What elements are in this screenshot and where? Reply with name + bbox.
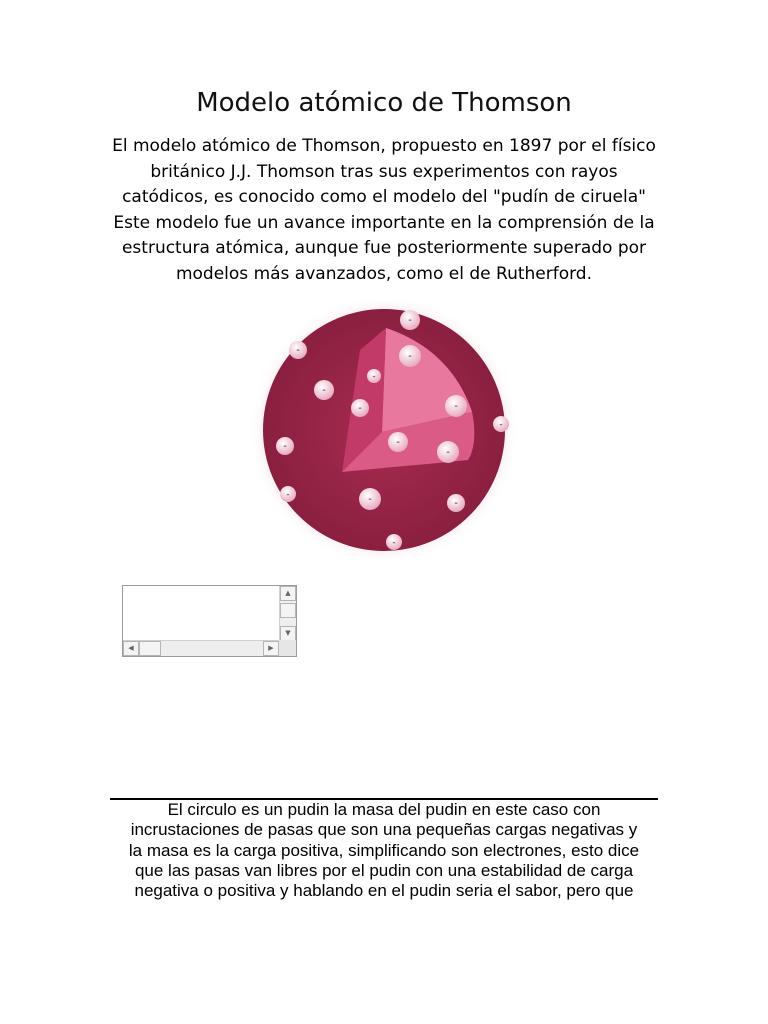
scroll-down-icon[interactable]: ▼ bbox=[280, 626, 296, 641]
svg-text:-: - bbox=[454, 498, 458, 509]
page-title: Modelo atómico de Thomson bbox=[196, 88, 572, 118]
horizontal-scrollbar[interactable] bbox=[123, 640, 280, 656]
electron bbox=[276, 437, 294, 455]
intro-line: Este modelo fue un avance importante en la comprensión de la bbox=[113, 212, 655, 233]
svg-text:-: - bbox=[368, 494, 372, 505]
electron bbox=[280, 486, 296, 502]
thomson-atom-illustration bbox=[250, 300, 520, 560]
svg-text:-: - bbox=[446, 447, 450, 458]
intro-line: estructura atómica, aunque fue posteriormente superado por bbox=[121, 238, 647, 259]
electron bbox=[367, 369, 381, 383]
body-line: incrustaciones de pasas que son una pequeñas cargas negativas y bbox=[130, 820, 638, 840]
electron bbox=[351, 399, 369, 417]
intro-paragraph bbox=[108, 134, 660, 288]
svg-text:-: - bbox=[322, 385, 326, 396]
svg-text:-: - bbox=[286, 490, 290, 500]
svg-text:-: - bbox=[392, 538, 396, 548]
body-line: la masa es la carga positiva, simplificando son electrones, esto dice bbox=[128, 840, 640, 860]
electron bbox=[388, 432, 408, 452]
electron bbox=[437, 441, 459, 463]
svg-text:-: - bbox=[408, 351, 412, 362]
electron bbox=[447, 494, 465, 512]
vertical-scrollbar[interactable] bbox=[279, 586, 296, 641]
svg-text:-: - bbox=[396, 437, 400, 448]
svg-text:-: - bbox=[283, 441, 287, 452]
electron bbox=[314, 380, 334, 400]
electron bbox=[445, 395, 467, 417]
svg-text:-: - bbox=[408, 315, 412, 326]
intro-line: británico J.J. Thomson tras sus experimentos con rayos bbox=[150, 161, 618, 182]
intro-line: catódicos, es conocido como el modelo del "pudín de ciruela" bbox=[122, 187, 646, 208]
scrollable-text-box[interactable] bbox=[122, 585, 297, 657]
electron bbox=[399, 345, 421, 367]
intro-line: El modelo atómico de Thomson, propuesto en 1897 por el físico bbox=[112, 136, 656, 156]
svg-text:-: - bbox=[358, 403, 362, 414]
svg-text:-: - bbox=[499, 420, 503, 430]
body-line: que las pasas van libres por el pudin con una estabilidad de carga bbox=[134, 860, 634, 880]
scroll-up-icon[interactable]: ▲ bbox=[280, 586, 296, 601]
body-paragraph bbox=[110, 800, 658, 901]
scroll-right-icon[interactable]: ▶ bbox=[263, 641, 279, 656]
electron bbox=[386, 534, 402, 550]
svg-text:-: - bbox=[454, 401, 458, 412]
electron bbox=[289, 341, 307, 359]
electron bbox=[493, 416, 509, 432]
intro-line: modelos más avanzados, como el de Rutherford. bbox=[175, 263, 593, 284]
scrollbar-corner bbox=[279, 640, 296, 656]
scroll-thumb-horizontal[interactable] bbox=[139, 641, 161, 656]
body-line: El circulo es un pudin la masa del pudin en este caso con bbox=[167, 800, 601, 819]
svg-text:-: - bbox=[296, 345, 300, 356]
scroll-left-icon[interactable]: ◀ bbox=[123, 641, 139, 656]
body-line: negativa o positiva y hablando en el pudin seria el sabor, pero que bbox=[134, 881, 634, 901]
electron bbox=[359, 488, 381, 510]
scroll-thumb-vertical[interactable] bbox=[280, 603, 296, 618]
electron bbox=[400, 310, 420, 330]
svg-text:-: - bbox=[372, 372, 376, 382]
